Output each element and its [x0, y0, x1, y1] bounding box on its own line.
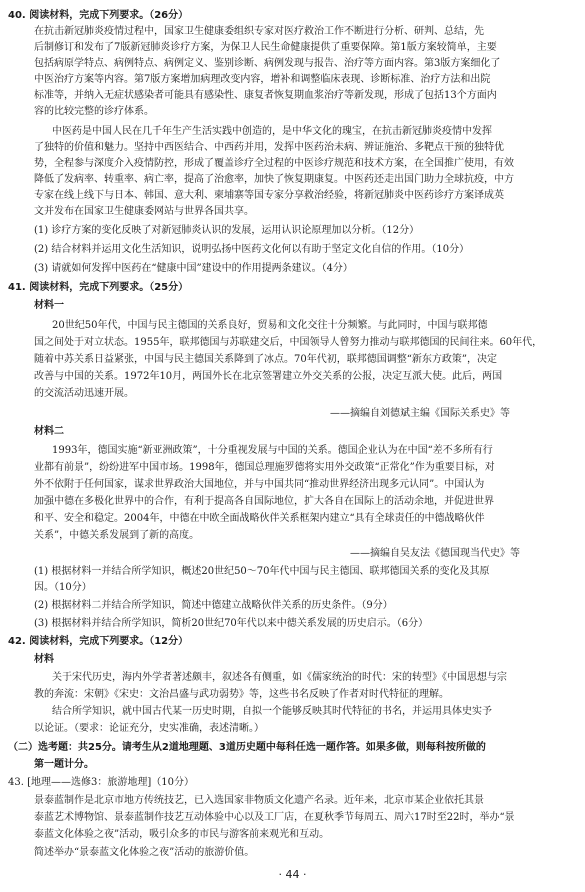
section2-heading: （二）选考题：共25分。请考生从2道地理题、3道历史题中每科任选一题作答。如果多做，则每科按所做的 — [8, 742, 486, 753]
q40-para1-line: 在抗击新冠肺炎疫情过程中，国家卫生健康委组织专家对医疗救治工作不断进行分析、研判、总结，先 — [34, 26, 484, 37]
q42-body-line: 关于宋代历史，海内外学者著述颇丰，叙述各有侧重，如《儒家统治的时代：宋的转型》《中国思想与宗 — [52, 672, 507, 683]
q41-material1-line: 的交流活动迅速开展。 — [34, 388, 134, 399]
q41-material2-line: 关系”，中德关系发展到了新的高度。 — [34, 530, 200, 541]
q41-material2-label: 材料二 — [34, 426, 64, 437]
q43-body-line: 泰蓝艺术博物馆、景泰蓝制作技艺互动体验中心以及工厂店，在夏秋季节每周五、周六17时至22时，举办“景 — [34, 812, 515, 823]
q42-title: 42. 阅读材料，完成下列要求。（12分） — [8, 636, 189, 647]
q40-para2-line: 文并发布在国家卫生健康委网站与世界各国共享。 — [34, 206, 254, 217]
q40-para1-line: 后制修订和发布了7版新冠肺炎诊疗方案，为保卫人民生命健康提供了重要保障。第1版方案较简单，主要 — [34, 42, 497, 53]
q43-question: 简述举办“景泰蓝文化体验之夜”活动的旅游价值。 — [34, 847, 255, 858]
q40-requirement: (1) 诊疗方案的变化反映了对新冠肺炎认识的发展，运用认识论原理加以分析。（12分） — [34, 225, 420, 236]
q43-body-line: 景泰蓝制作是北京市地方传统技艺，已入选国家非物质文化遗产名录。近年来，北京市某企业依托其景 — [34, 795, 484, 806]
q41-material1-line: 随着中苏关系日益紧张，中国与民主德国关系降到了冰点。70年代初，联邦德国调整“新东方政策”，决定 — [34, 354, 497, 365]
q40-title: 40. 阅读材料，完成下列要求。（26分） — [8, 10, 189, 21]
q41-material2-line: 1993年，德国实施“新亚洲政策”，十分重视发展与中国的关系。德国企业认为在中国“差不多所有行 — [52, 445, 493, 456]
q40-para2-line: 中医药是中国人民在几千年生产生活实践中创造的，是中华文化的瑰宝，在抗击新冠肺炎疫情中发挥 — [52, 126, 492, 137]
q41-material1-label: 材料一 — [34, 300, 64, 311]
q40-requirement: (2) 结合材料并运用文化生活知识，说明弘扬中医药文化何以有助于坚定文化自信的作用。（10分） — [34, 244, 470, 255]
q40-para1-line: 容的比较完整的诊疗体系。 — [34, 106, 154, 117]
q43-title: 43. [地理——选修3：旅游地理]（10分） — [8, 777, 194, 788]
q41-requirement: (3) 根据材料并结合所学知识，简析20世纪70年代以来中德关系发展的历史启示。（6分） — [34, 618, 429, 629]
q40-para2-line: 了独特的价值和魅力。坚持中西医结合、中西药并用，发挥中医药治未病、辨证施治、多靶点干预的独特优 — [34, 142, 504, 153]
section2-heading-cont: 第一题计分。 — [34, 759, 94, 770]
q40-para2-line: 专家在线上线下与日本、韩国、意大利、柬埔寨等国专家分享救治经验，将新冠肺炎中医药诊疗方案译成英 — [34, 190, 504, 201]
q41-material2-line: 业都有前景”，纷纷进军中国市场。1998年，德国总理施罗德将实用外交政策“正常化”作为重要目标，对 — [34, 462, 495, 473]
q43-body-line: 泰蓝文化体验之夜”活动，吸引众多的市民与游客前来观光和互动。 — [34, 829, 330, 840]
q42-body-line: 以论证。（要求：论证充分，史实准确，表述清晰。） — [34, 723, 264, 734]
q41-material2-line: 加强中德在多极化世界中的合作，有利于提高各自国际地位，扩大各自在国际上的活动余地，并促进世界 — [34, 496, 494, 507]
q42-body-line: 教的奔流：宋朝》《宋史：文治昌盛与武功弱势》等，这些书名反映了作者对时代特征的理解。 — [34, 689, 449, 700]
q41-material1-source: ——摘编自刘德斌主编《国际关系史》等 — [330, 408, 510, 419]
q41-material2-line: 和平、安全和稳定。2004年，中德在中欧全面战略伙伴关系框架内建立“具有全球责任的中德战略伙伴 — [34, 513, 485, 524]
q40-para2-line: 降低了发病率、转重率、病亡率，提高了治愈率，加快了恢复期康复。中医药还走出国门助力全球抗疫，中方 — [34, 174, 514, 185]
q42-body-line: 结合所学知识，就中国古代某一历史时期，自拟一个能够反映其时代特征的书名，并运用具体史实予 — [52, 706, 492, 717]
q41-material1-line: 20世纪50年代，中国与民主德国的关系良好，贸易和文化交往十分频繁。与此同时，中国与联邦德 — [52, 320, 488, 331]
q41-title: 41. 阅读材料，完成下列要求。（25分） — [8, 282, 189, 293]
q41-material1-line: 国之间处于对立状态。1955年，联邦德国与苏联建交后，中国领导人曾努力推动与联邦德国的民间往来。60年代， — [34, 337, 543, 348]
q41-requirement: (1) 根据材料一并结合所学知识，概述20世纪50～70年代中国与民主德国、联邦德国关系的变化及其原 — [34, 566, 490, 577]
q40-requirement: (3) 请就如何发挥中医药在“健康中国”建设中的作用提两条建议。（4分） — [34, 263, 353, 274]
q41-requirement: 因。（10分） — [34, 582, 92, 593]
q40-para1-line: 中医治疗方案等内容。第7版方案增加病理改变内容，增补和调整临床表现、诊断标准、治疗方法和出院 — [34, 74, 491, 85]
q41-material2-line: 外不依附于任何国家，谋求世界政治大国地位，并与中国共同“推动世界经济出现多元认同”。中国认为 — [34, 479, 485, 490]
q40-para1-line: 包括病原学特点、病例特点、病例定义、鉴别诊断、病例发现与报告、治疗等方面内容。第3版方案细化了 — [34, 58, 501, 69]
q41-requirement: (2) 根据材料二并结合所学知识，简述中德建立战略伙伴关系的历史条件。（9分） — [34, 600, 393, 611]
q40-para2-line: 势，全程参与深度介入疫情防控，形成了覆盖诊疗全过程的中医诊疗规范和技术方案，在全国推广使用，有效 — [34, 158, 514, 169]
q41-material1-line: 改善与中国的关系。1972年10月，两国外长在北京签署建立外交关系的公报，决定互派大使。此后，两国 — [34, 371, 503, 382]
q41-material2-source: ——摘编自吴友法《德国现当代史》等 — [350, 548, 520, 559]
q40-para1-line: 标准等，并纳入无症状感染者可能具有感染性、康复者恢复期血浆治疗等新发现，形成了包括13个方面内 — [34, 90, 497, 101]
q42-material-label: 材料 — [34, 654, 54, 665]
page-number: · 44 · — [278, 868, 307, 881]
